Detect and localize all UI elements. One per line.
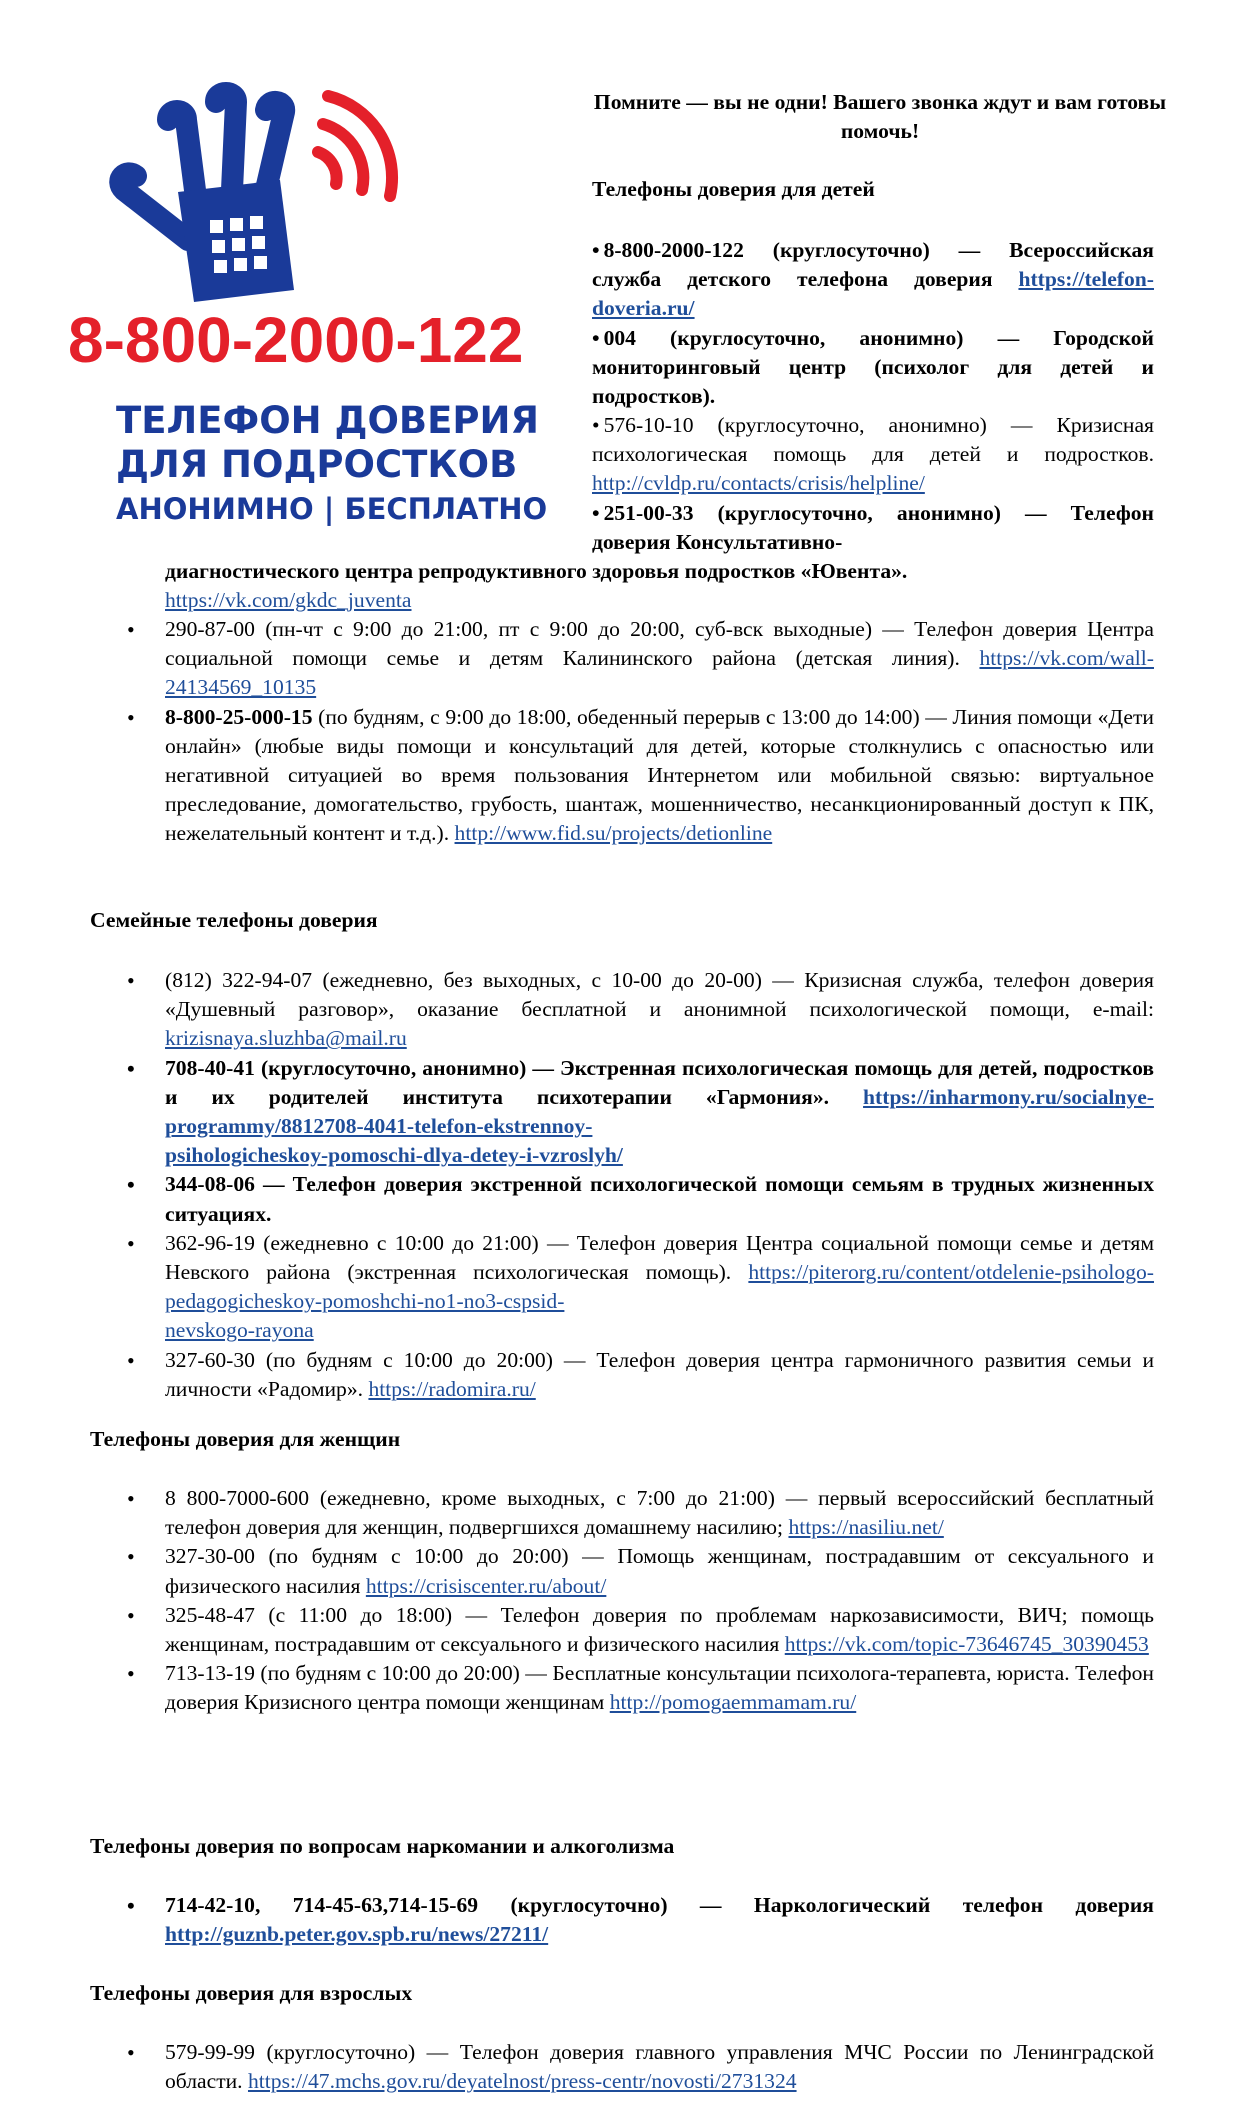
bullet-icon: • — [592, 326, 600, 350]
item-text: 576-10-10 (круглосуточно, анонимно) — Кризисная психологическая помощь для детей и подростков. — [592, 413, 1154, 467]
section-heading-women: Телефоны доверия для женщин — [90, 1427, 401, 1451]
section-heading-adults: Телефоны доверия для взрослых — [90, 1981, 413, 2005]
link[interactable]: https://vk.com/gkdc_juventa — [165, 588, 412, 613]
section-heading-family: Семейные телефоны доверия — [90, 908, 378, 932]
item-text: 714-42-10, 714-45-63,714-15-69 (круглосуточно) — Наркологический телефон доверия — [165, 1893, 1154, 1917]
link[interactable]: https://inharmony.ru/socialnye-programmy/8812708-4041-telefon-ekstrennoy- — [165, 1084, 1154, 1139]
family-list — [165, 966, 1154, 1404]
link[interactable]: nevskogo-rayona — [165, 1318, 314, 1343]
link[interactable]: https://piterorg.ru/content/otdelenie-psihologo-pedagogicheskoy-pomoshchi-no1-no3-cspsid- — [165, 1260, 1154, 1314]
hand-phone-icon — [18, 80, 578, 320]
item-text: 004 (круглосуточно, анонимно) — Городской мониторинговый центр (психолог для детей и подростков). — [592, 326, 1154, 409]
list-item — [165, 1484, 1154, 1542]
link[interactable]: http://guznb.peter.gov.spb.ru/news/27211/ — [165, 1922, 549, 1947]
item-text: (по будням, с 9:00 до 18:00, обеденный перерыв с 13:00 до 14:00) — Линия помощи «Дети онлайн» (любые виды помощи и консультаций для детей, которые столкнулись с опасностью или негативной ситуацией во время пользования Интернетом или мобильной связью: виртуальное преследование, домогательство, грубость, шантаж, мошенничество, несанкционированный доступ к ПК, нежелательный контент и т.д.). — [165, 704, 1154, 846]
list-item — [165, 1659, 1154, 1717]
list-item — [165, 1229, 1154, 1346]
list-item — [165, 703, 1154, 849]
item-text: 713-13-19 (по будням с 10:00 до 20:00) — Бесплатные консультации психолога-терапевта, юриста. Телефон доверия Кризисного центра помощи женщинам — [165, 1661, 1154, 1715]
helpline-logo — [18, 80, 578, 535]
list-item-continuation — [165, 557, 1154, 615]
list-item — [165, 2038, 1154, 2096]
item-text: 251-00-33 (круглосуточно, анонимно) — Телефон доверия Консультативно- — [592, 501, 1154, 555]
item-text: 290-87-00 (пн-чт с 9:00 до 21:00, пт с 9:00 до 20:00, суб-вск выходные) — Телефон доверия Центра социальной помощи семье и детям Калининского района (детская линия). — [165, 617, 1154, 671]
link[interactable]: https://telefon-doveria.ru/ — [592, 267, 1154, 321]
list-item — [592, 411, 1154, 499]
bullet-icon: • — [592, 501, 600, 525]
item-text: 327-30-00 (по будням с 10:00 до 20:00) — Помощь женщинам, пострадавшим от сексуального и физического насилия — [165, 1544, 1154, 1598]
item-text: 325-48-47 (с 11:00 до 18:00) — Телефон доверия по проблемам наркозависимости, ВИЧ; помощь женщинам, пострадавшим от сексуального и физического насилия — [165, 1602, 1154, 1657]
bullet-icon: • — [592, 238, 600, 262]
women-list — [165, 1484, 1154, 1718]
section-heading-children: Телефоны доверия для детей — [592, 177, 875, 201]
link[interactable]: psihologicheskoy-pomoschi-dlya-detey-i-vzroslyh/ — [165, 1143, 623, 1168]
logo-phone-number: 8-800-2000-122 — [68, 304, 524, 376]
children-list — [165, 615, 1154, 849]
list-item — [165, 1601, 1154, 1659]
item-text: 344-08-06 — Телефон доверия экстренной психологической помощи семьям в трудных жизненных ситуациях. — [165, 1172, 1154, 1226]
bullet-icon: • — [592, 413, 600, 437]
logo-title-line2: ДЛЯ ПОДРОСТКОВ — [116, 443, 518, 486]
item-text: 8-800-2000-122 (круглосуточно) — Всероссийская служба детского телефона доверия — [592, 238, 1154, 292]
adults-list — [165, 2038, 1154, 2096]
list-item — [592, 499, 1154, 557]
link[interactable]: http://www.fid.su/projects/detionline — [454, 821, 773, 846]
item-text: 708-40-41 (круглосуточно, анонимно) — Экстренная психологическая помощь для детей, подростков и их родителей института психотерапии «Гармония». — [165, 1055, 1154, 1109]
item-text: 327-60-30 (по будням с 10:00 до 20:00) — Телефон доверия центра гармоничного развития семьи и личности «Радомир». — [165, 1347, 1154, 1401]
link[interactable]: https://47.mchs.gov.ru/deyatelnost/press-centr/novosti/2731324 — [247, 2069, 797, 2094]
addiction-list — [165, 1891, 1154, 1949]
list-item — [165, 615, 1154, 703]
list-item — [165, 1054, 1154, 1171]
link[interactable]: https://crisiscenter.ru/about/ — [365, 1573, 607, 1598]
logo-subtitle: АНОНИМНО | БЕСПЛАТНО — [116, 492, 548, 526]
section-heading-addiction: Телефоны доверия по вопросам наркомании и алкоголизма — [90, 1834, 675, 1858]
item-text: диагностического центра репродуктивного здоровья подростков «Ювента». — [165, 559, 908, 583]
item-text: 362-96-19 (ежедневно с 10:00 до 21:00) — Телефон доверия Центра социальной помощи семье и детям Невского района (экстренная психологическая помощь). — [165, 1230, 1154, 1285]
intro-text: Помните — вы не одни! Вашего звонка ждут и вам готовы помочь! — [593, 90, 1167, 144]
link[interactable]: https://vk.com/topic-73646745_30390453 — [784, 1632, 1149, 1657]
list-item — [165, 1542, 1154, 1600]
list-item — [165, 1891, 1154, 1949]
item-text: 579-99-99 (круглосуточно) — Телефон доверия главного управления МЧС России по Ленинградской области. — [165, 2040, 1154, 2094]
email-link[interactable]: krizisnaya.sluzhba@mail.ru — [165, 1026, 407, 1051]
list-item — [592, 324, 1154, 412]
link[interactable]: http://pomogaemmamam.ru/ — [609, 1690, 857, 1715]
logo-title-line1: ТЕЛЕФОН ДОВЕРИЯ — [116, 399, 539, 442]
link[interactable]: https://radomira.ru/ — [368, 1376, 536, 1401]
link[interactable]: https://vk.com/wall-24134569_10135 — [165, 646, 1154, 700]
item-text: (812) 322-94-07 (ежедневно, без выходных, с 10-00 до 20-00) — Кризисная служба, телефон доверия «Душевный разговор», оказание бесплатной и анонимной психологической помощи, e-mail: — [165, 968, 1154, 1022]
list-item — [165, 1346, 1154, 1404]
link[interactable]: https://nasiliu.net/ — [788, 1515, 944, 1540]
list-item — [592, 236, 1154, 324]
link[interactable]: http://cvldp.ru/contacts/crisis/helpline/ — [592, 471, 925, 496]
list-item — [165, 1170, 1154, 1228]
list-item — [165, 966, 1154, 1054]
item-text: 8 800-7000-600 (ежедневно, кроме выходных, с 7:00 до 21:00) — первый всероссийский бесплатный телефон доверия для женщин, подвергшихся домашнему насилию; — [165, 1486, 1154, 1540]
item-phone: 8-800-25-000-15 — [165, 704, 313, 729]
